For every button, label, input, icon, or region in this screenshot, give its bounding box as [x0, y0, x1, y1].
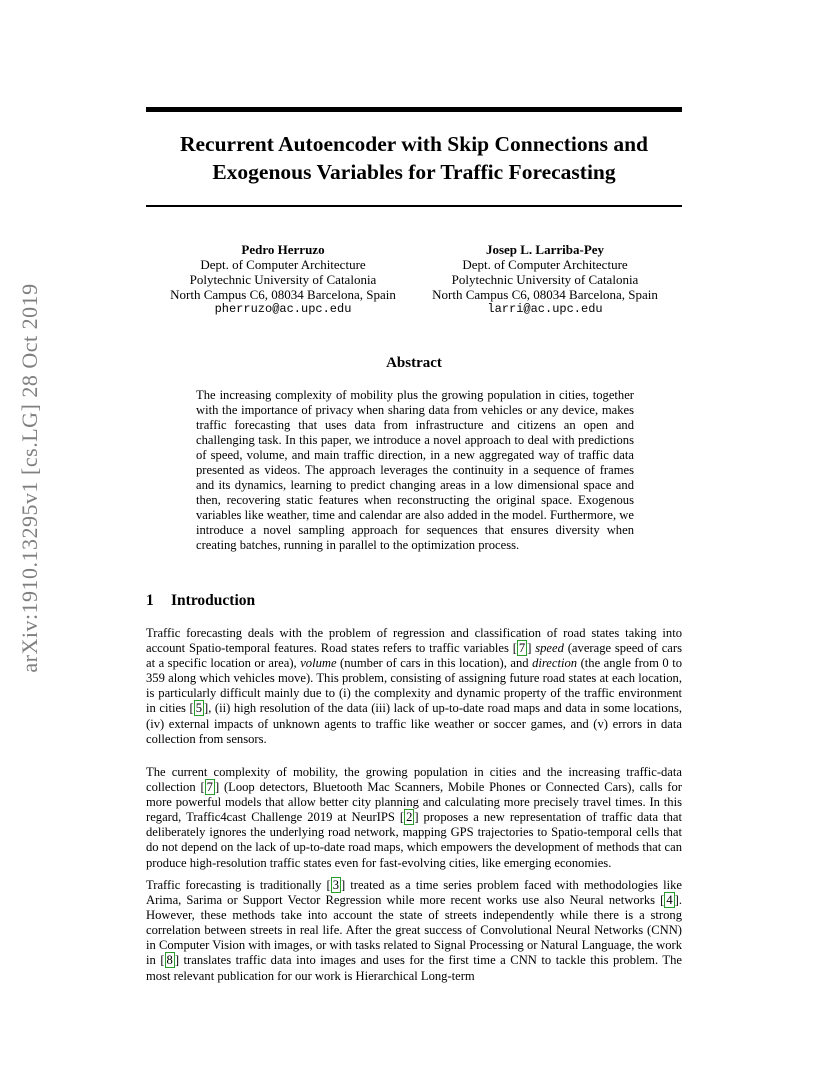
- citation-link[interactable]: [ 7 ]: [512, 641, 532, 656]
- author-dept: Dept. of Computer Architecture: [200, 257, 366, 272]
- text-run: Traffic forecasting is traditionally: [146, 878, 327, 892]
- text-run: treated as a time series problem faced with methodologies like Arima, Sarima or Support Vector Regression while more recent works use also Neural networks: [146, 878, 682, 908]
- author-dept: Dept. of Computer Architecture: [462, 257, 628, 272]
- abstract-heading: Abstract: [386, 355, 442, 371]
- abstract-text: The increasing complexity of mobility plus the growing population in cities, together with the importance of privacy when sharing data from vehicles or any device, makes traffic forecasting that uses data from infrastructure and citizens an open and challenging task. In this paper, we introduce a novel approach to deal with predictions of speed, volume, and main traffic direction, in a new aggregated way of traffic data presented as videos. The approach leverages the continuity in a sequence of frames and its dynamics, learning to predict changing areas in a low dimensional space and then, recovering static features when reconstructing the original space. Exogenous variables like weather, time and calendar are also added in the model. Furthermore, we introduce a novel sampling approach for sequences that ensures diversity when creating batches, running in parallel to the optimization process.: [196, 388, 634, 552]
- author-block-1: [158, 242, 408, 317]
- text-run: The current complexity of mobility, the growing population in cities and the increasing traffic-data collection: [146, 765, 682, 795]
- author-email[interactable]: larri@ac.upc.edu: [487, 302, 603, 316]
- text-run: (number of cars in this location), and: [336, 656, 533, 671]
- citation-link[interactable]: [ 5 ]: [189, 701, 209, 716]
- text-run: (the angle from 0 to 359 along which vehicles move). This problem, consisting of assigning future road states at each location, is particularly difficult mainly due to (i) the complexity and dynamic property of the traffic environment in cities: [146, 656, 682, 716]
- citation-link[interactable]: [ 2 ]: [399, 810, 419, 825]
- title-line-1: Recurrent Autoencoder with Skip Connections and: [179, 132, 649, 156]
- section-title: Introduction: [171, 592, 256, 609]
- text-run: . However, these methods take into account the state of streets independently while there is a strong correlation between streets in real life. After the great success of Convolutional Neural Networks (CNN) in Computer Vision with images, or with tasks related to Signal Processing or Natural Language, the work in: [146, 893, 682, 968]
- author-university: Polytechnic University of Catalonia: [451, 272, 639, 287]
- citation-link[interactable]: [ 7 ]: [200, 780, 220, 795]
- arxiv-stamp: arXiv:1910.13295v1 [cs.LG] 28 Oct 2019: [17, 283, 42, 673]
- term-volume: volume: [300, 656, 337, 671]
- citation-link[interactable]: [ 8 ]: [160, 953, 180, 968]
- author-university: Polytechnic University of Catalonia: [189, 272, 377, 287]
- text-run: proposes a new representation of traffic data that deliberately ignores the underlying road network, mapping GPS trajectories to Spatio-temporal cells that do not depend on the lack of up-to-date road maps, which empowers the development of methods that can produce high-resolution traffic states even for fast-evolving cities, like emerging economies.: [146, 810, 682, 870]
- intro-paragraph-1: [146, 626, 682, 747]
- author-address: North Campus C6, 08034 Barcelona, Spain: [170, 287, 396, 302]
- text-run: Traffic forecasting deals with the problem of regression and classification of road states taking into account Spatio-temporal features. Road states refers to traffic variables: [146, 626, 682, 656]
- citation-link[interactable]: [ 4 ]: [660, 893, 679, 908]
- text-run: (average speed of cars at a specific location or area),: [146, 641, 682, 671]
- paper-title: [146, 130, 682, 186]
- section-number: 1: [146, 592, 154, 609]
- term-speed: speed: [535, 641, 564, 656]
- section-heading-introduction: [146, 592, 682, 610]
- text-run: , (ii) high resolution of the data (iii) lack of up-to-date road maps and data in some locations, (iv) external impacts of unknown agents to traffic like weather or soccer games, and (v) errors in data collection from sensors.: [146, 701, 682, 746]
- intro-paragraph-3: [146, 878, 682, 984]
- title-bottom-rule: [146, 205, 682, 207]
- author-email[interactable]: pherruzo@ac.upc.edu: [214, 302, 352, 316]
- text-run: (Loop detectors, Bluetooth Mac Scanners, Mobile Phones or Connected Cars), calls for more powerful models that allow better city planning and calculating more precisely travel times. In this regard, Traffic4cast Challenge 2019 at NeurIPS: [146, 780, 682, 825]
- author-block-2: [420, 242, 670, 317]
- title-line-2: Exogenous Variables for Traffic Forecasting: [212, 160, 616, 184]
- author-address: North Campus C6, 08034 Barcelona, Spain: [432, 287, 658, 302]
- intro-paragraph-2: [146, 765, 682, 871]
- text-run: translates traffic data into images and uses for the first time a CNN to tackle this problem. The most relevant publication for our work is Hierarchical Long-term: [146, 953, 682, 983]
- author-name: Josep L. Larriba-Pey: [485, 242, 605, 257]
- author-name: Pedro Herruzo: [241, 242, 325, 257]
- citation-link[interactable]: [ 3 ]: [326, 878, 346, 892]
- title-top-rule: [146, 107, 682, 112]
- term-direction: direction: [532, 656, 578, 671]
